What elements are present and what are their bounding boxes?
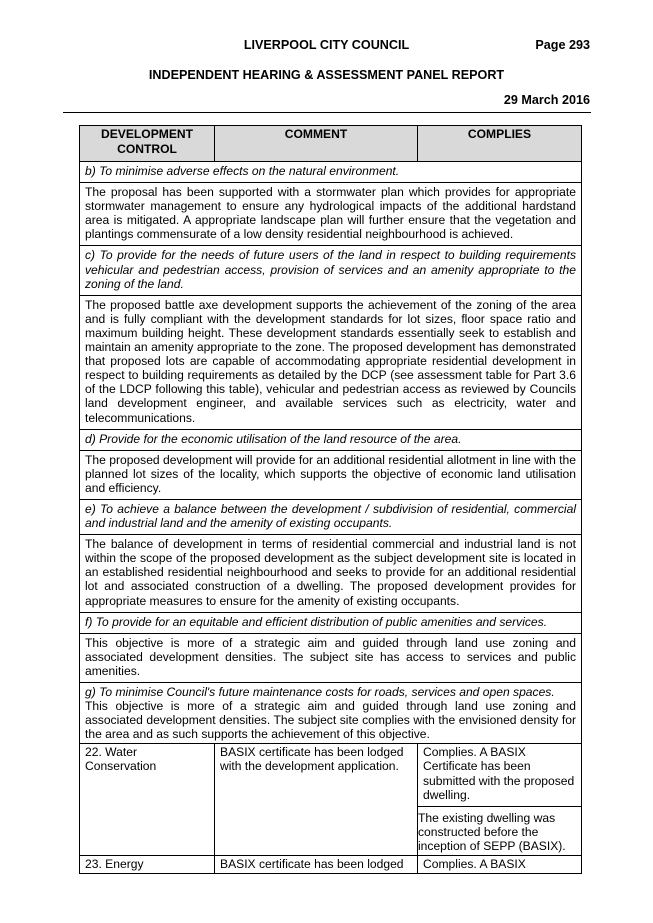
row-control: 23. Energy <box>80 856 215 874</box>
col-header-development-control: DEVELOPMENT CONTROL <box>80 126 215 162</box>
objective-e-text: The balance of development in terms of residential commercial and industrial land is not within the scope of the proposed development as the subject development site is located in an established residential neighbourhood and seeks to provide for an additional residential lot and associated construction of a dwelling. The proposed development provides for appropriate measures to ensure for the amenity of existing occupants. <box>85 537 576 608</box>
table-header-row <box>80 126 582 162</box>
col-header-comment: COMMENT <box>215 126 418 162</box>
row-complies-text-2: The existing dwelling was constructed before the inception of SEPP (BASIX). <box>418 806 581 853</box>
row-comment: BASIX certificate has been lodged with the development application. <box>215 744 418 856</box>
col-header-complies: COMPLIES <box>418 126 582 162</box>
objectives-row <box>80 162 582 744</box>
objective-f-heading: f) To provide for an equitable and efficient distribution of public amenities and services. <box>85 614 548 629</box>
objective-c-heading: c) To provide for the needs of future users of the land in respect to building requirements vehicular and pedestrian access, provision of services and an amenity appropriate to the zoning of the land. <box>85 248 576 291</box>
objective-d-heading: d) Provide for the economic utilisation of the land resource of the area. <box>85 431 462 446</box>
row-comment: BASIX certificate has been lodged <box>215 856 418 874</box>
row-complies-text: Complies. A BASIX Certificate has been submitted with the proposed dwelling. <box>423 745 575 802</box>
objectives-cell <box>80 162 582 744</box>
page-number: Page 293 <box>535 38 590 52</box>
objective-b-heading: b) To minimise adverse effects on the natural environment. <box>85 164 400 178</box>
table-row <box>80 856 582 874</box>
objective-g-heading: g) To minimise Council's future maintenance costs for roads, services and open spaces. <box>85 685 555 699</box>
objective-g-block <box>85 683 576 743</box>
row-control: 22. Water Conservation <box>80 744 215 856</box>
objective-g-text: This objective is more of a strategic aim and guided through land use zoning and associated development densities. The subject site complies with the envisioned density for the area and as such supports the achievement of this objective. <box>85 699 576 742</box>
report-date: 29 March 2016 <box>503 93 590 107</box>
objective-f-text: This objective is more of a strategic aim and guided through land use zoning and associated development densities. The subject site has access to services and public amenities. <box>85 635 576 678</box>
objective-b-text: The proposal has been supported with a stormwater plan which provides for appropriate stormwater management to ensure any hydrological impacts of the additional hardstand area is mitigated. A appropriate landscape plan will further ensure that the vegetation and plantings commensurate of a low density residential neighbourhood is achieved. <box>85 185 576 242</box>
header-rule <box>63 112 591 113</box>
table-row <box>80 744 582 856</box>
report-title: INDEPENDENT HEARING & ASSESSMENT PANEL REPORT <box>148 68 505 82</box>
council-name: LIVERPOOL CITY COUNCIL <box>243 38 410 52</box>
objective-e-heading: e) To achieve a balance between the development / subdivision of residential, commercial and industrial land and the amenity of existing occupants. <box>85 501 576 531</box>
objective-d-text: The proposed development will provide for an additional residential allotment in line with the planned lot sizes of the locality, which supports the objective of economic land utilisation and efficiency. <box>85 452 576 495</box>
row-complies <box>418 744 582 856</box>
objective-c-text: The proposed battle axe development supports the achievement of the zoning of the area and is fully compliant with the development standards for lot sizes, floor space ratio and maximum building height. These development standards essentially seek to establish and maintain an amenity appropriate to the zone. The proposed development has demonstrated that proposed lots are capable of accommodating appropriate residential development in respect to building requirements as detailed by the DCP (see assessment table for Part 3.6 of the LDCP following this table), vehicular and pedestrian access as reviewed by Councils land development engineer, and available services such as electricity, water and telecommunications. <box>85 297 576 425</box>
row-complies: Complies. A BASIX <box>418 856 582 874</box>
assessment-table <box>79 125 582 874</box>
